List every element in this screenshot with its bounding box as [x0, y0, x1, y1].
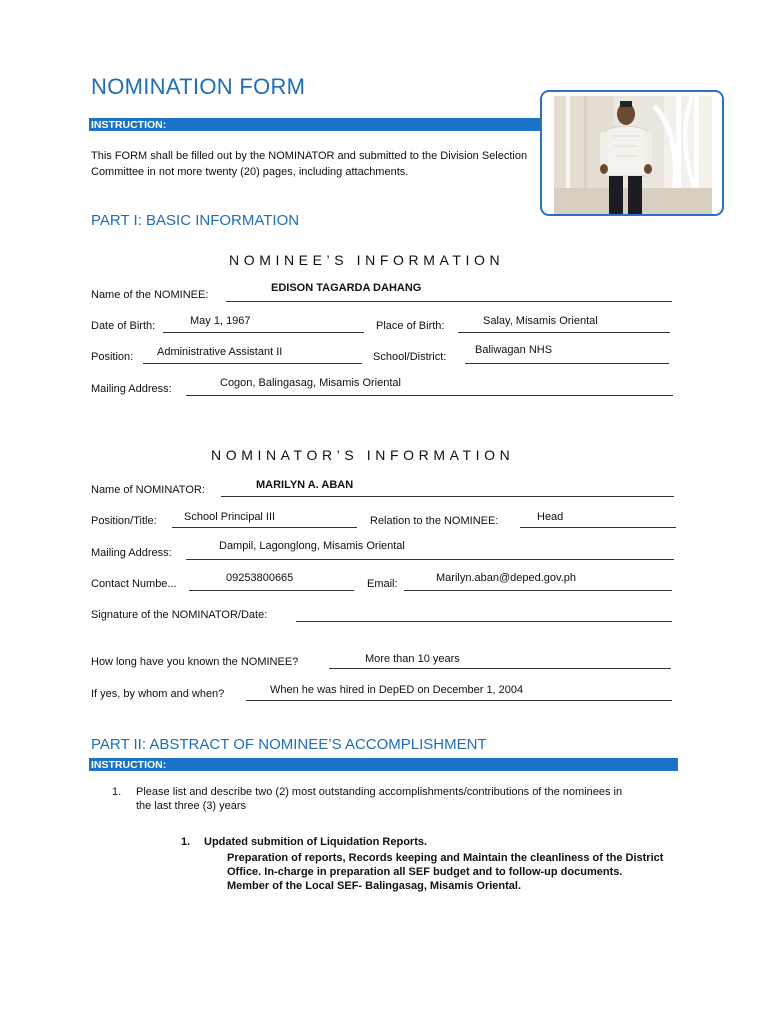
nominee-name-line — [226, 301, 672, 302]
whom-label: If yes, by whom and when? — [91, 688, 225, 700]
part2-instruction-bar: INSTRUCTION: — [89, 758, 678, 771]
nominator-position-value[interactable]: School Principal III — [184, 511, 276, 523]
part1-heading: PART I: BASIC INFORMATION — [91, 212, 300, 229]
accomplishment-number: 1. — [181, 836, 191, 848]
relation-label: Relation to the NOMINEE: — [370, 515, 499, 527]
nominator-mailing-line — [186, 559, 674, 560]
email-line — [404, 590, 672, 591]
nominator-position-line — [172, 527, 357, 528]
known-label: How long have you known the NOMINEE? — [91, 656, 299, 668]
contact-label: Contact Numbe... — [91, 578, 177, 590]
contact-line — [189, 590, 354, 591]
nominator-section-heading: NOMINATOR’S INFORMATION — [211, 447, 515, 463]
nominator-name-label: Name of NOMINATOR: — [91, 484, 205, 496]
whom-value[interactable]: When he was hired in DepED on December 1, 2004 — [270, 684, 524, 696]
instruction-text: This FORM shall be filled out by the NOMINATOR and submitted to the Division Selection Committee in not more twenty (20) pages, including attachments. — [91, 150, 528, 178]
nominator-name-line — [221, 496, 674, 497]
nominator-mailing-label: Mailing Address: — [91, 547, 172, 559]
dob-label: Date of Birth: — [91, 320, 156, 332]
accomplishment-title: Updated submition of Liquidation Reports. — [204, 836, 428, 848]
position-value[interactable]: Administrative Assistant II — [157, 346, 283, 358]
accomplishment-body: Preparation of reports, Records keeping and Maintain the cleanliness of the District Office. In-charge in preparation all SEF budget and to follow-up documents. Member of the Local SEF- Balingasag, Misamis Oriental. — [227, 852, 664, 892]
nominee-name-value[interactable]: EDISON TAGARDA DAHANG — [271, 282, 422, 294]
part2-heading: PART II: ABSTRACT OF NOMINEE’S ACCOMPLISHMENT — [91, 736, 487, 753]
nominee-mailing-label: Mailing Address: — [91, 383, 172, 395]
nominator-position-label: Position/Title: — [91, 515, 157, 527]
known-value[interactable]: More than 10 years — [365, 653, 460, 665]
instruction-bar: INSTRUCTION: — [89, 118, 541, 131]
part2-item-text: Please list and describe two (2) most outstanding accomplishments/contributions of the nominees in the last three (3) years — [136, 786, 623, 812]
email-label: Email: — [367, 578, 398, 590]
email-value[interactable]: Marilyn.aban@deped.gov.ph — [436, 572, 576, 584]
contact-value[interactable]: 09253800665 — [226, 572, 294, 584]
school-value[interactable]: Baliwagan NHS — [475, 344, 553, 356]
part2-item-number: 1. — [112, 786, 122, 798]
dob-line — [163, 332, 364, 333]
nominee-mailing-line — [186, 395, 673, 396]
whom-line — [246, 700, 672, 701]
form-title: NOMINATION FORM — [91, 74, 306, 99]
nominator-mailing-value[interactable]: Dampil, Lagonglong, Misamis Oriental — [219, 540, 405, 552]
pob-line — [458, 332, 670, 333]
relation-line — [520, 527, 676, 528]
signature-line[interactable] — [296, 621, 672, 622]
nominator-name-value[interactable]: MARILYN A. ABAN — [256, 479, 354, 491]
person-portrait-icon — [554, 96, 712, 214]
position-line — [143, 363, 362, 364]
school-label: School/District: — [373, 351, 447, 363]
signature-label: Signature of the NOMINATOR/Date: — [91, 609, 268, 621]
nominee-mailing-value[interactable]: Cogon, Balingasag, Misamis Oriental — [220, 377, 401, 389]
school-line — [465, 363, 669, 364]
nominee-photo — [540, 90, 724, 216]
relation-value[interactable]: Head — [537, 511, 564, 523]
photo-image — [554, 96, 712, 214]
dob-value[interactable]: May 1, 1967 — [190, 315, 251, 327]
position-label: Position: — [91, 351, 134, 363]
pob-label: Place of Birth: — [376, 320, 445, 332]
pob-value[interactable]: Salay, Misamis Oriental — [483, 315, 598, 327]
nominee-section-heading: NOMINEE’S INFORMATION — [229, 252, 505, 268]
nominee-name-label: Name of the NOMINEE: — [91, 289, 209, 301]
known-line — [329, 668, 671, 669]
